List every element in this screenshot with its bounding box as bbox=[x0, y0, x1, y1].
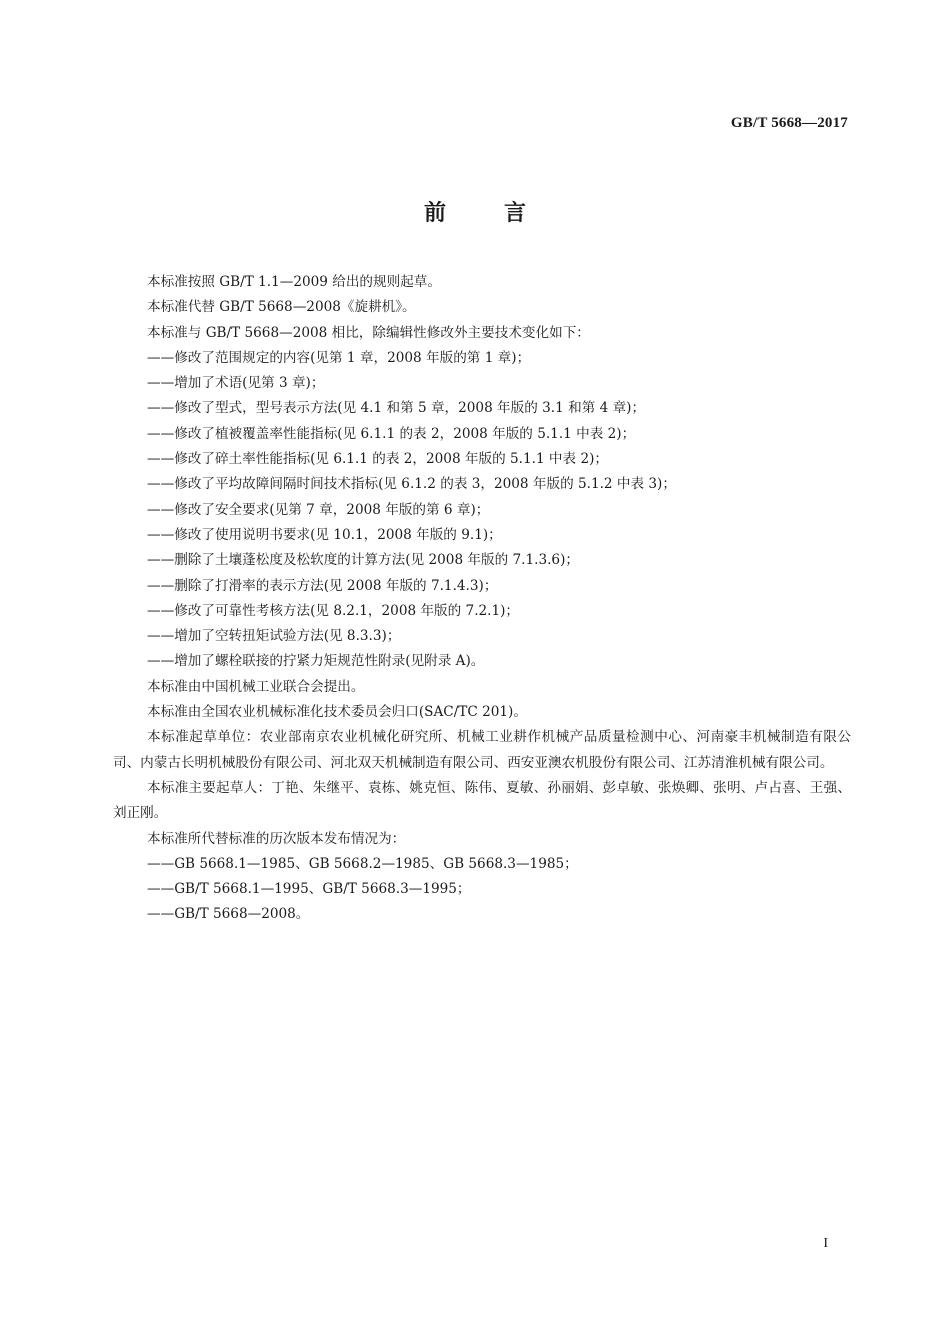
paragraph-drafting-units: 本标准起草单位：农业部南京农业机械化研究所、机械工业耕作机械产品质量检测中心、河南豪丰机械制造有限公司、内蒙古长明机械股份有限公司、河北双天机械制造有限公司、西安亚澳农机股份有限公司、江苏清淮机械有限公司。 bbox=[113, 729, 851, 771]
list-item-change: ——修改了碎土率性能指标(见 6.1.1 的表 2，2008 年版的 5.1.1 中表 2)； bbox=[147, 451, 608, 468]
paragraph-replaces: 本标准代替 GB/T 5668—2008《旋耕机》。 bbox=[147, 299, 416, 316]
list-item-change: ——修改了平均故障间隔时间技术指标(见 6.1.2 的表 3，2008 年版的 5.1.2 中表 3)； bbox=[147, 476, 676, 493]
list-item-change: ——修改了可靠性考核方法(见 8.2.1，2008 年版的 7.2.1)； bbox=[147, 602, 520, 619]
standard-code: GB/T 5668—2017 bbox=[730, 115, 848, 131]
list-item-change: ——增加了空转扭矩试验方法(见 8.3.3)； bbox=[147, 628, 401, 645]
list-item-change: ——修改了范围规定的内容(见第 1 章，2008 年版的第 1 章)； bbox=[147, 349, 531, 366]
paragraph-drafters: 本标准主要起草人：丁艳、朱继平、袁栋、姚克恒、陈伟、夏敏、孙丽娟、彭卓敏、张焕卿、张明、卢占喜、王强、刘正刚。 bbox=[113, 779, 851, 822]
page-number: I bbox=[823, 1236, 828, 1251]
list-item-change: ——修改了型式，型号表示方法(见 4.1 和第 5 章，2008 年版的 3.1 和第 4 章)； bbox=[147, 400, 646, 417]
list-item-change: ——修改了安全要求(见第 7 章，2008 年版的第 6 章)； bbox=[147, 501, 490, 518]
list-item-change: ——修改了使用说明书要求(见 10.1，2008 年版的 9.1)； bbox=[147, 526, 502, 543]
list-item-history: ——GB/T 5668—2008。 bbox=[147, 906, 310, 923]
list-item-history: ——GB/T 5668.1—1995、GB/T 5668.3—1995； bbox=[147, 881, 471, 898]
paragraph-changes-intro: 本标准与 GB/T 5668—2008 相比，除编辑性修改外主要技术变化如下： bbox=[147, 324, 590, 341]
list-item-change: ——删除了土壤蓬松度及松软度的计算方法(见 2008 年版的 7.1.3.6)； bbox=[147, 552, 579, 569]
paragraph-committee: 本标准由全国农业机械标准化技术委员会归口(SAC/TC 201)。 bbox=[147, 704, 527, 721]
page-title: 前言 bbox=[423, 201, 584, 226]
foreword-body bbox=[113, 270, 851, 928]
list-item-change: ——修改了植被覆盖率性能指标(见 6.1.1 的表 2，2008 年版的 5.1.1 中表 2)； bbox=[147, 425, 636, 442]
paragraph-proposer: 本标准由中国机械工业联合会提出。 bbox=[147, 678, 365, 695]
paragraph-drafting-rules: 本标准按照 GB/T 1.1—2009 给出的规则起草。 bbox=[147, 274, 441, 290]
list-item-change: ——增加了术语(见第 3 章)； bbox=[147, 375, 325, 392]
list-item-history: ——GB 5668.1—1985、GB 5668.2—1985、GB 5668.3—1985； bbox=[147, 855, 578, 872]
paragraph-history-intro: 本标准所代替标准的历次版本发布情况为： bbox=[147, 830, 406, 847]
list-item-change: ——删除了打滑率的表示方法(见 2008 年版的 7.1.4.3)； bbox=[147, 577, 498, 594]
list-item-change: ——增加了螺栓联接的拧紧力矩规范性附录(见附录 A)。 bbox=[147, 653, 485, 670]
